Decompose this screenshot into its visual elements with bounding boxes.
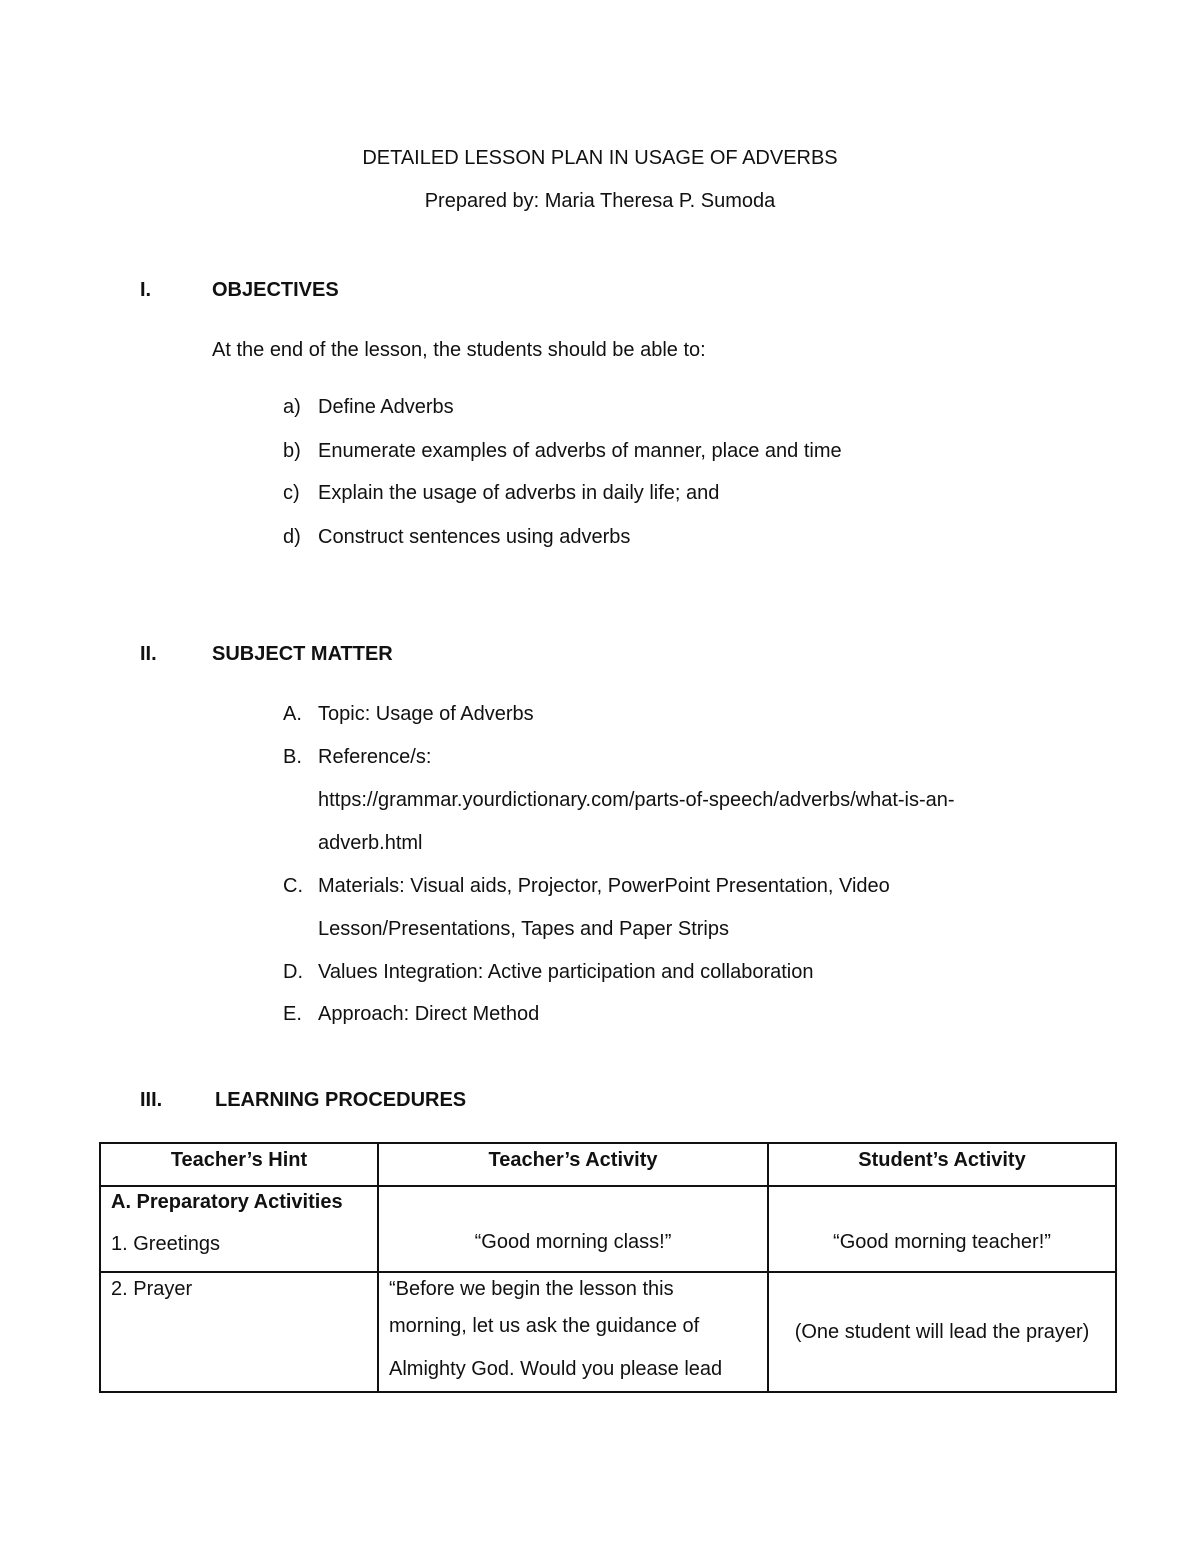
subject-item-materials: Materials: Visual aids, Projector, PowerPoint Presentation, Video xyxy=(318,875,890,897)
cell-hint xyxy=(100,1186,378,1272)
table-header-row xyxy=(100,1143,1116,1186)
cell-teacher-activity xyxy=(378,1272,768,1392)
learning-procedures-table xyxy=(99,1142,1117,1393)
teacher-greeting: “Good morning class!” xyxy=(474,1231,672,1253)
section-heading-objectives: OBJECTIVES xyxy=(212,279,339,301)
subject-marker: B. xyxy=(283,746,302,768)
section-numeral-objectives: I. xyxy=(140,279,152,301)
student-prayer: (One student will lead the prayer) xyxy=(794,1320,1090,1343)
column-header-students-activity: Student’s Activity xyxy=(768,1143,1116,1186)
subject-item-materials-continued: Lesson/Presentations, Tapes and Paper Strips xyxy=(318,918,729,940)
hint-greetings: 1. Greetings xyxy=(111,1233,220,1255)
table-row xyxy=(100,1272,1116,1392)
student-greeting: “Good morning teacher!” xyxy=(833,1231,1051,1253)
section-heading-subject-matter: SUBJECT MATTER xyxy=(212,643,393,665)
objective-item: Define Adverbs xyxy=(318,396,454,418)
subject-item-reference: Reference/s: xyxy=(318,746,432,768)
objective-item: Explain the usage of adverbs in daily life; and xyxy=(318,482,720,504)
subject-item-topic: Topic: Usage of Adverbs xyxy=(318,703,534,725)
reference-link-continued[interactable]: adverb.html xyxy=(318,832,423,854)
section-heading-learning-procedures: LEARNING PROCEDURES xyxy=(215,1089,467,1111)
document-title: DETAILED LESSON PLAN IN USAGE OF ADVERBS xyxy=(362,147,838,169)
subject-marker: A. xyxy=(283,703,302,725)
objective-marker: a) xyxy=(283,396,301,418)
teacher-prayer-line: morning, let us ask the guidance of xyxy=(389,1315,700,1337)
subject-marker: D. xyxy=(283,961,303,983)
section-numeral-learning-procedures: III. xyxy=(140,1089,163,1111)
subject-marker: E. xyxy=(283,1003,302,1025)
subject-item-approach: Approach: Direct Method xyxy=(318,1003,540,1025)
objective-marker: d) xyxy=(283,526,301,548)
reference-link[interactable]: https://grammar.yourdictionary.com/parts-of-speech/adverbs/what-is-an- xyxy=(318,789,955,811)
objective-marker: b) xyxy=(283,440,301,462)
prepared-by: Prepared by: Maria Theresa P. Sumoda xyxy=(424,190,776,212)
subject-item-values: Values Integration: Active participation and collaboration xyxy=(318,961,814,983)
teacher-prayer-line: “Before we begin the lesson this xyxy=(389,1278,674,1300)
hint-prayer: 2. Prayer xyxy=(111,1278,193,1300)
cell-student-activity xyxy=(768,1272,1116,1392)
cell-hint xyxy=(100,1272,378,1392)
subject-marker: C. xyxy=(283,875,303,897)
objectives-intro: At the end of the lesson, the students should be able to: xyxy=(212,339,706,361)
column-header-teachers-activity: Teacher’s Activity xyxy=(378,1143,768,1186)
section-numeral-subject-matter: II. xyxy=(140,643,157,665)
column-header-teachers-hint: Teacher’s Hint xyxy=(100,1143,378,1186)
cell-teacher-activity xyxy=(378,1186,768,1272)
objective-item: Enumerate examples of adverbs of manner, place and time xyxy=(318,440,842,462)
table-row xyxy=(100,1186,1116,1272)
objective-item: Construct sentences using adverbs xyxy=(318,526,631,548)
cell-student-activity xyxy=(768,1186,1116,1272)
hint-preparatory-activities: A. Preparatory Activities xyxy=(111,1191,343,1213)
objective-marker: c) xyxy=(283,482,300,504)
teacher-prayer-line: Almighty God. Would you please lead xyxy=(389,1358,723,1380)
